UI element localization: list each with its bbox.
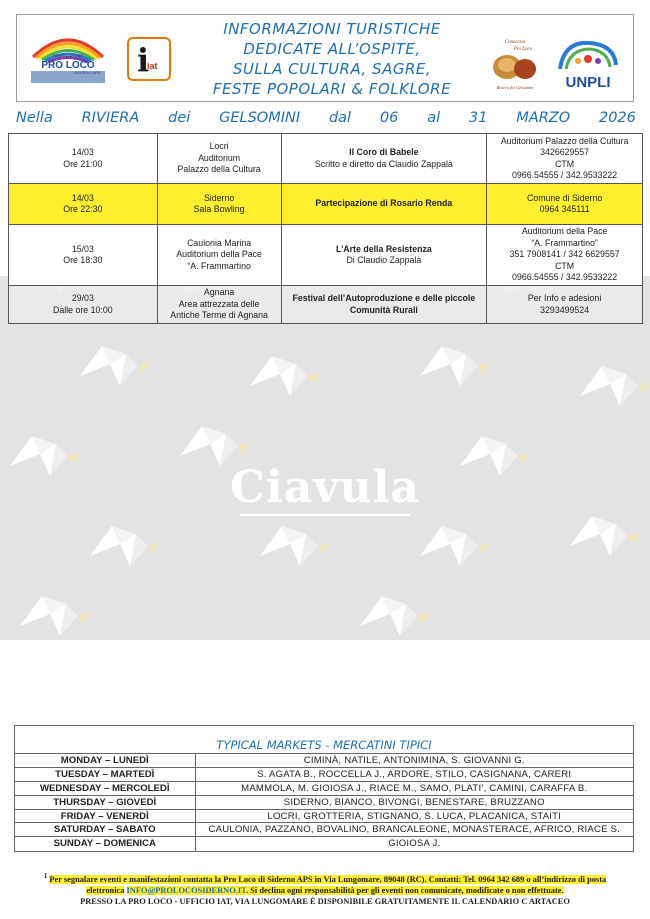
table-row bbox=[15, 782, 633, 796]
consorzio-logo-top: Consorzio bbox=[504, 40, 526, 45]
bird-pattern-icon bbox=[0, 276, 650, 640]
watermark-underline bbox=[240, 514, 410, 516]
market-towns: MAMMOLA, M. GIOIOSA J., RIACE M., SAMO, PLATI’, CAMINI, CARAFFA B. bbox=[195, 782, 633, 796]
subtitle-word: 06 bbox=[379, 110, 399, 126]
market-towns: LOCRI, GROTTERIA, STIGNANO, S. LUCA, PLACANICA, STAITI bbox=[195, 809, 633, 823]
proloco-logo-sub: SIDERNO APS bbox=[73, 70, 101, 75]
markets-title: TYPICAL MARKETS - MERCATINI TIPICI bbox=[15, 726, 633, 754]
event-place: Agnana Area attrezzata delle Antiche Terme di Agnana bbox=[157, 286, 281, 324]
market-day: THURSDAY – GIOVEDÌ bbox=[15, 795, 195, 809]
proloco-logo bbox=[27, 27, 109, 85]
table-row bbox=[9, 225, 643, 286]
market-day: TUESDAY – MARTEDÌ bbox=[15, 768, 195, 782]
market-day: SATURDAY – SABATO bbox=[15, 823, 195, 837]
footer-line-3: PRESSO LA PRO LOCO - UFFICIO IAT, VIA LUNGOMARE È DISPONIBILE GRATUITAMENTE IL CALENDARIO C ARTACEO bbox=[80, 896, 570, 906]
event-contact: Per Info e adesioni 3293499524 bbox=[487, 286, 643, 324]
proloco-logo-main: PRO LOCO bbox=[41, 60, 95, 71]
watermark-background bbox=[0, 276, 650, 640]
proloco-logo-top: ASSOCIAZIONE bbox=[52, 53, 84, 58]
subtitle-word: GELSOMINI bbox=[219, 110, 301, 126]
event-place: Caulonia Marina Auditorium della Pace “A. Frammartino bbox=[157, 225, 281, 286]
iat-logo-sub: iat bbox=[147, 61, 158, 71]
consorzio-logo-mid: Pro Loco bbox=[513, 47, 533, 52]
date-range-subtitle bbox=[16, 107, 636, 129]
event-title: Festival dell’Autoproduzione e delle piccole Comunità Rurali bbox=[281, 286, 487, 324]
table-row bbox=[9, 134, 643, 184]
email-link[interactable]: INFO@PROLOCOSIDERNO.IT bbox=[126, 885, 247, 895]
title-line-4: FESTE POPOLARI & FOLKLORE bbox=[212, 80, 452, 98]
table-row bbox=[15, 768, 633, 782]
page-title bbox=[187, 19, 477, 99]
table-row-highlighted bbox=[9, 184, 643, 225]
table-row bbox=[15, 823, 633, 837]
table-row bbox=[9, 286, 643, 324]
subtitle-word: 2026 bbox=[599, 110, 636, 126]
subtitle-word: al bbox=[427, 110, 441, 126]
footer-line-2: elettronica INFO@PROLOCOSIDERNO.IT. Si declina ogni responsabilità per gli eventi non comunicate, modificate o non effettuate. bbox=[86, 885, 564, 895]
event-place: Siderno Sala Bowling bbox=[157, 184, 281, 225]
unpli-logo bbox=[552, 35, 624, 91]
event-date: 29/03 Dalle ore 10:00 bbox=[9, 286, 158, 324]
consorzio-logo bbox=[487, 35, 543, 93]
title-line-3: SULLA CULTURA, SAGRE, bbox=[232, 60, 432, 78]
event-contact: Comune di Siderno 0964 345111 bbox=[487, 184, 643, 225]
market-day: SUNDAY – DOMENICA bbox=[15, 837, 195, 851]
consorzio-logo-bottom: Riviera dei Gelsomini bbox=[496, 85, 534, 90]
table-row bbox=[15, 837, 633, 851]
event-contact: Auditorium Palazzo della Cultura 3426629557 CTM 0966.54555 / 342.9533222 bbox=[487, 134, 643, 184]
iat-logo bbox=[127, 37, 171, 81]
table-row bbox=[15, 795, 633, 809]
event-date: 14/03 Ore 21:00 bbox=[9, 134, 158, 184]
market-towns: GIOIOSA J. bbox=[195, 837, 633, 851]
market-day: FRIDAY – VENERDÌ bbox=[15, 809, 195, 823]
event-date: 14/03 Ore 22:30 bbox=[9, 184, 158, 225]
header-box bbox=[16, 14, 634, 102]
event-date: 15/03 Ore 18:30 bbox=[9, 225, 158, 286]
subtitle-word: MARZO bbox=[516, 110, 571, 126]
footer-note bbox=[20, 871, 630, 907]
event-contact: Auditorium della Pace “A. Frammartino” 351 7908141 / 342 6629557 CTM 0966.54555 / 342.9533222 bbox=[487, 225, 643, 286]
subtitle-word: 31 bbox=[469, 110, 488, 126]
footer-line-1: $^1$ Per segnalare eventi e manifestazioni contatta la Pro Loco di Siderno APS in Via Lungomare, 89048 (RC). Contatti: Tel. 0964 342 689 o all’indirizzo di posta bbox=[43, 872, 607, 884]
market-towns: S. AGATA B., ROCCELLA J., ARDORE, STILO, CASIGNANA, CARERI bbox=[195, 768, 633, 782]
market-towns: CAULONIA, PAZZANO, BOVALINO, BRANCALEONE, MONASTERACE, AFRICO, RIACE S. bbox=[195, 823, 633, 837]
event-place: Locri Auditorium Palazzo della Cultura bbox=[157, 134, 281, 184]
event-title: Partecipazione di Rosario Renda bbox=[281, 184, 487, 225]
subtitle-word: RIVIERA bbox=[81, 110, 140, 126]
market-towns: SIDERNO, BIANCO, BIVONGI, BENESTARE, BRUZZANO bbox=[195, 795, 633, 809]
event-title: Il Coro di Babele Scritto e diretto da Claudio Zappalà bbox=[281, 134, 487, 184]
table-row bbox=[15, 754, 633, 768]
title-line-2: DEDICATE ALL’OSPITE, bbox=[243, 40, 421, 58]
title-line-1: INFORMAZIONI TURISTICHE bbox=[223, 20, 441, 38]
unpli-logo-text: UNPLI bbox=[565, 74, 611, 91]
table-row bbox=[15, 809, 633, 823]
markets-box bbox=[14, 725, 634, 852]
market-day: MONDAY – LUNEDÌ bbox=[15, 754, 195, 768]
market-day: WEDNESDAY – MERCOLEDÌ bbox=[15, 782, 195, 796]
subtitle-word: dei bbox=[168, 110, 191, 126]
subtitle-word: Nella bbox=[16, 110, 53, 126]
markets-table bbox=[15, 754, 633, 851]
events-table bbox=[8, 133, 643, 324]
event-title: L’Arte della Resistenza Di Claudio Zappalà bbox=[281, 225, 487, 286]
iat-logo-letter: i bbox=[137, 41, 150, 79]
market-towns: CIMINÀ, NATILE, ANTONIMINA, S. GIOVANNI G. bbox=[303, 755, 525, 767]
subtitle-word: dal bbox=[328, 110, 352, 126]
watermark-text: Ciavula bbox=[229, 462, 421, 513]
